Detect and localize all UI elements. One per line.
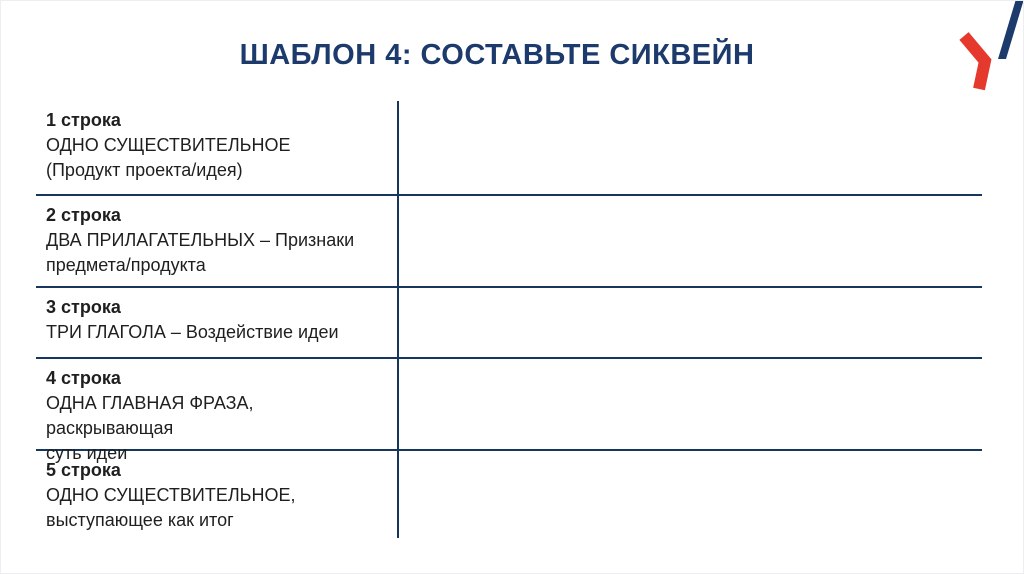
row-description-cell (36, 359, 398, 463)
row-text-line: предмета/продукта (46, 255, 206, 275)
row-text-line: ОДНА ГЛАВНАЯ ФРАЗА, раскрывающая (46, 393, 254, 438)
row-label: 4 строка (46, 368, 121, 388)
row-description-cell (36, 196, 398, 286)
row-description-cell (36, 288, 398, 357)
row-text-line: (Продукт проекта/идея) (46, 160, 243, 180)
row-answer-cell (398, 359, 982, 449)
row-label: 2 строка (46, 205, 121, 225)
row-text-line: ОДНО СУЩЕСТВИТЕЛЬНОЕ (46, 135, 291, 155)
row-answer-cell (398, 451, 982, 538)
row-text-line: ОДНО СУЩЕСТВИТЕЛЬНОЕ, (46, 485, 296, 505)
row-answer-cell (398, 196, 982, 286)
row-description-cell (36, 101, 398, 194)
logo-red-chevron (964, 36, 985, 89)
cinquain-template-table (36, 101, 982, 538)
row-text-line: ТРИ ГЛАГОЛА – Воздействие идеи (46, 322, 339, 342)
table-column-divider (397, 101, 399, 538)
slide-title: ШАБЛОН 4: СОСТАВЬТЕ СИКВЕЙН (239, 39, 755, 71)
arrow-checkmark-logo (943, 1, 1023, 101)
row-label: 1 строка (46, 110, 121, 130)
row-text-line: суть идеи (46, 443, 128, 463)
table-row (36, 101, 982, 194)
row-answer-cell (398, 101, 982, 194)
logo-blue-stroke (998, 1, 1023, 59)
row-label: 5 строка (46, 460, 121, 480)
row-description-cell (36, 451, 398, 538)
table-row (36, 194, 982, 286)
row-text-line: выступающее как итог (46, 510, 234, 530)
row-text-line: ДВА ПРИЛАГАТЕЛЬНЫХ – Признаки (46, 230, 355, 250)
table-row (36, 286, 982, 357)
row-label: 3 строка (46, 297, 121, 317)
row-answer-cell (398, 288, 982, 357)
table-row (36, 357, 982, 463)
table-row (36, 449, 982, 538)
